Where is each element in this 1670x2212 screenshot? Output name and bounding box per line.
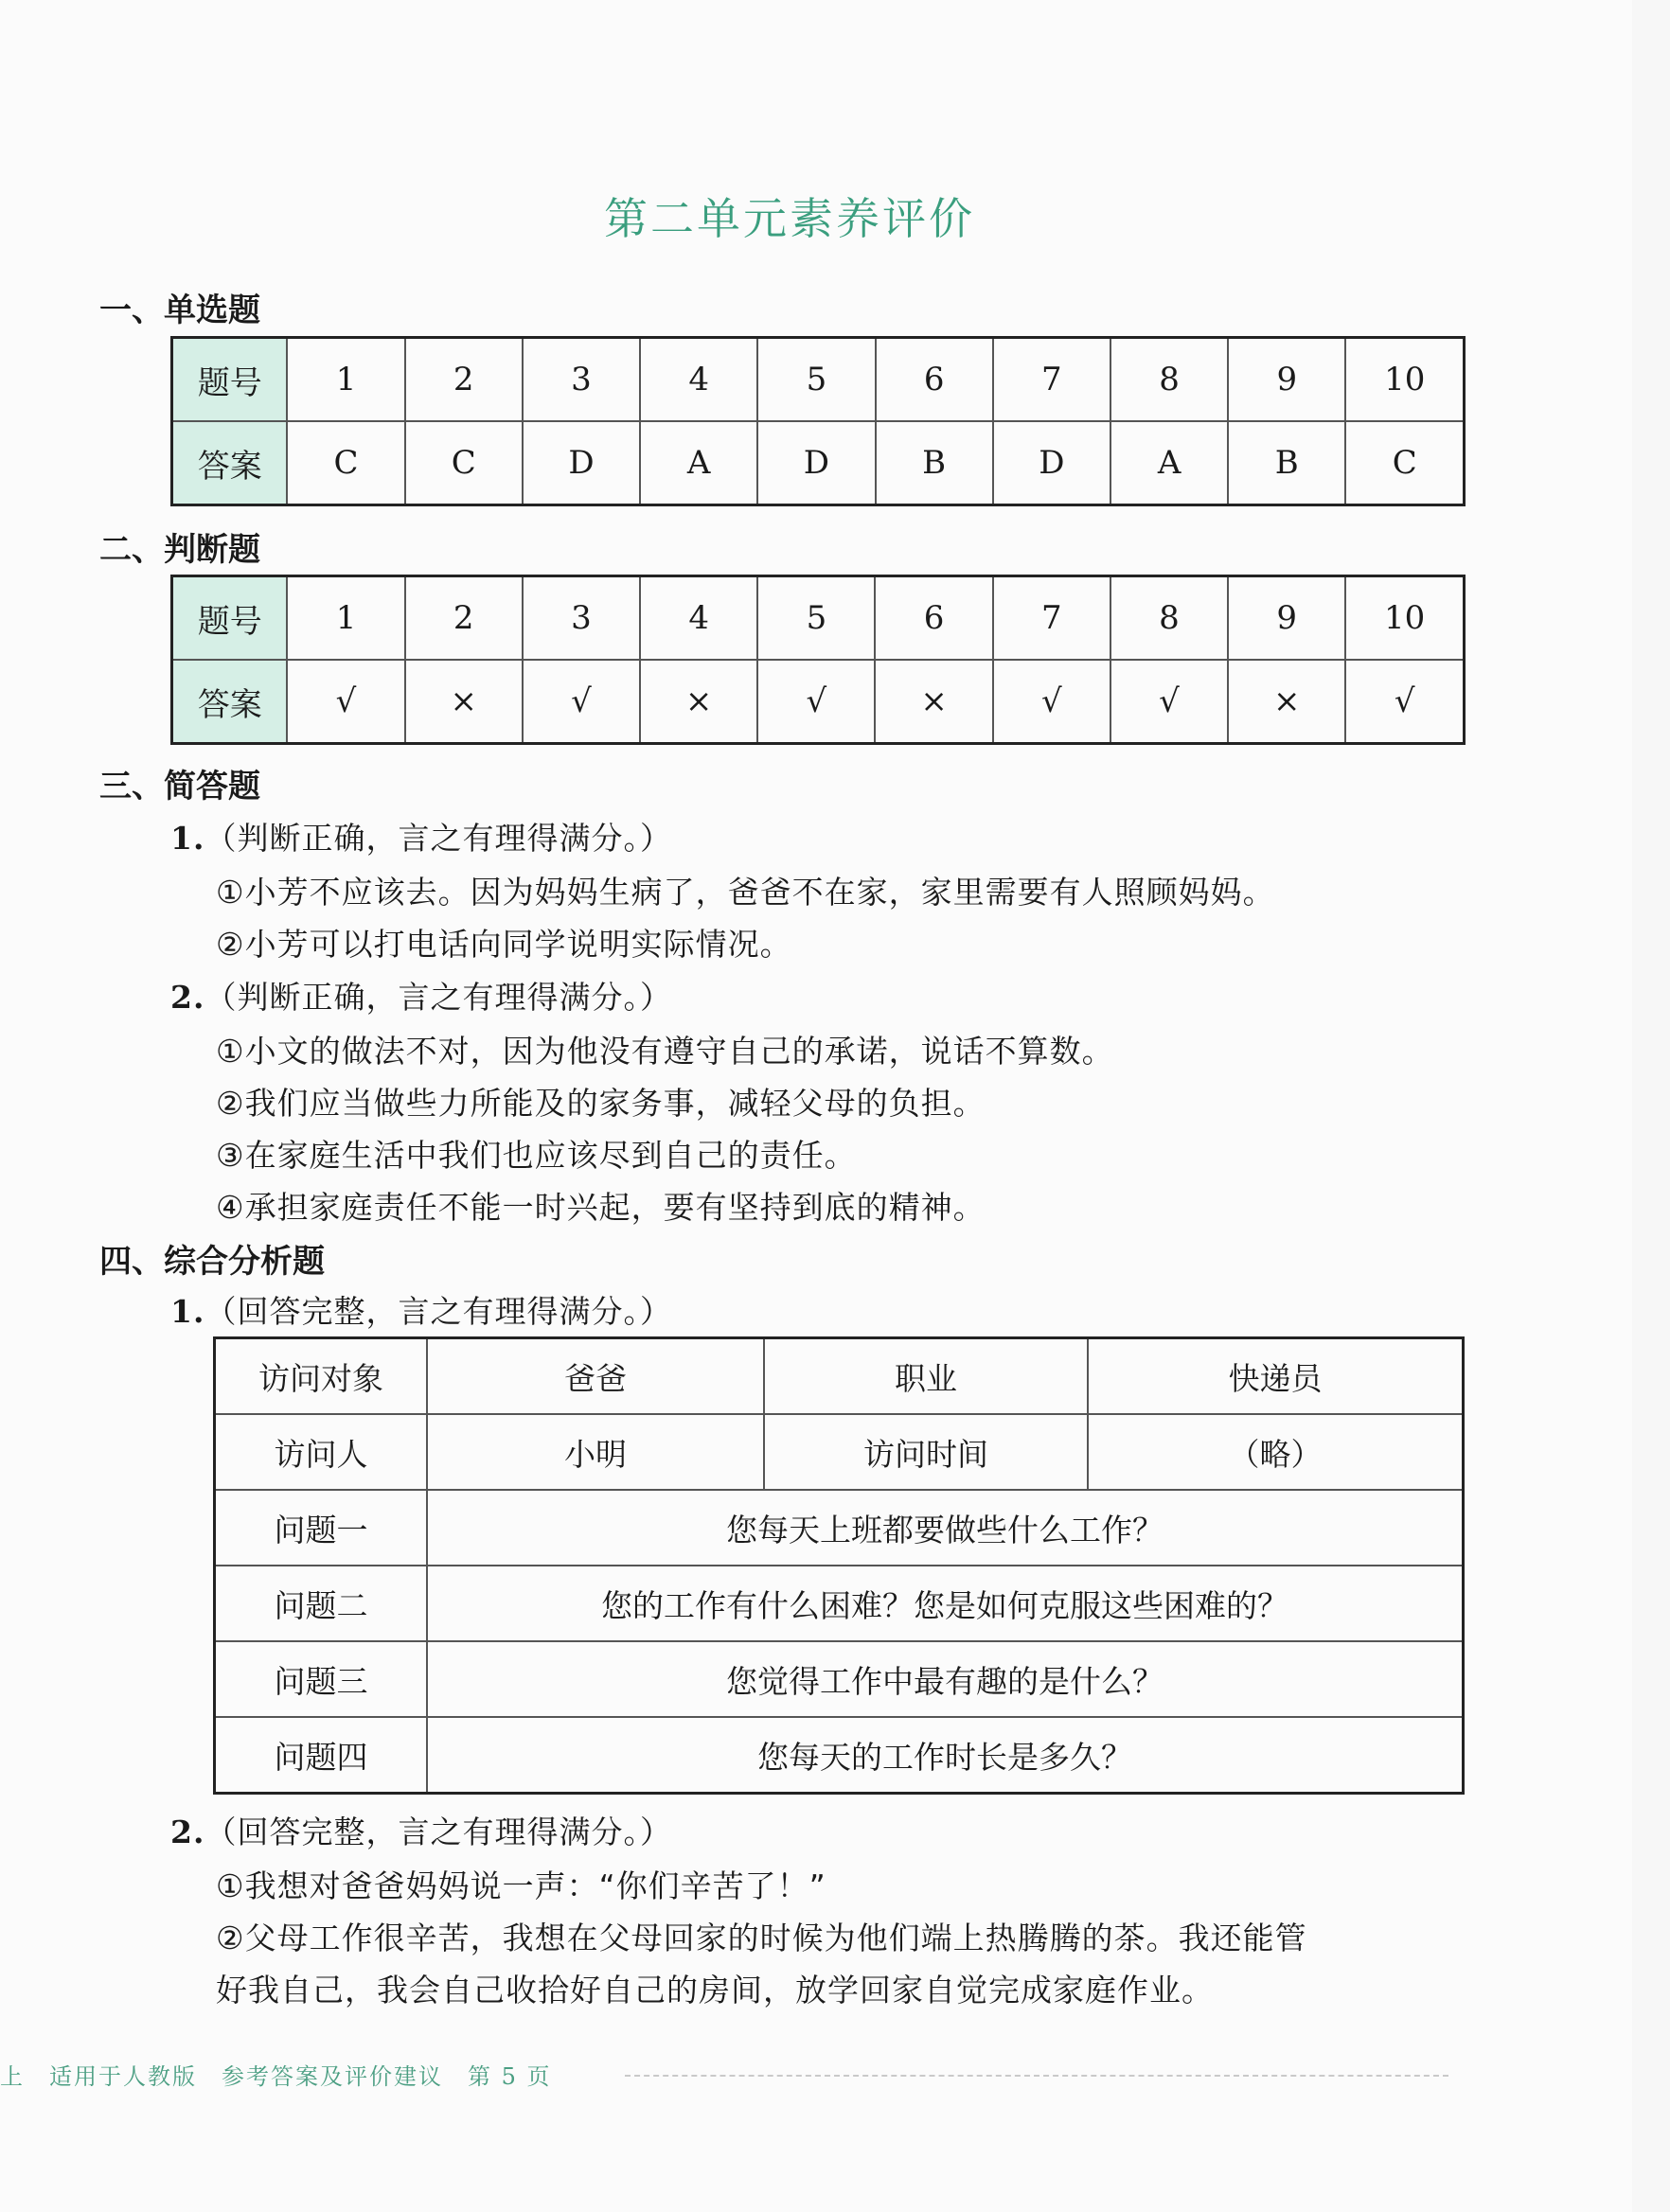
answer-cell: B [876,421,993,505]
question-number: 2 [405,338,523,422]
question-number: 3 [523,338,640,422]
answer-line: ②小芳可以打电话向同学说明实际情况。 [216,926,792,963]
scoring-note: （判断正确，言之有理得满分。） [204,820,672,857]
question-number: 5 [757,576,875,661]
table-row [215,1490,1464,1566]
section-heading-single-choice: 一、单选题 [99,292,260,329]
question-number: 6 [875,576,992,661]
question-label: 问题二 [215,1566,428,1641]
answer-line: ②我们应当做些力所能及的家务事，减轻父母的负担。 [216,1085,986,1122]
section-heading-true-false: 二、判断题 [99,531,260,569]
cell-label: 访问人 [215,1414,428,1490]
question-label: 问题一 [215,1490,428,1566]
answer-line: ③在家庭生活中我们也应该尽到自己的责任。 [216,1137,857,1174]
scoring-note: （回答完整，言之有理得满分。） [204,1293,672,1330]
question-number: 1 [287,338,404,422]
question-number: 1. [170,820,205,857]
check-mark-answer: √ [287,660,404,744]
question-number: 5 [757,338,875,422]
question-number: 9 [1228,576,1345,661]
question-number: 8 [1110,338,1228,422]
question-number: 7 [993,576,1110,661]
answer-cell: D [757,421,875,505]
table-row [172,660,1465,744]
check-mark-answer: √ [757,660,875,744]
table-row [215,1414,1464,1490]
answer-line: 好我自己，我会自己收拾好自己的房间，放学回家自觉完成家庭作业。 [216,1972,1214,2008]
answer-line: ①我想对爸爸妈妈说一声：“你们辛苦了！” [216,1867,826,1904]
table-row [215,1641,1464,1717]
answer-cell: A [1110,421,1228,505]
section-heading-comprehensive: 四、综合分析题 [99,1243,325,1281]
question-note [170,814,672,858]
question-note [170,1808,672,1852]
table-row [215,1717,1464,1794]
cell-value: 小明 [427,1414,764,1490]
question-number: 4 [640,576,757,661]
table-row [215,1566,1464,1641]
cross-mark-answer: × [640,660,757,744]
page-title: 第二单元素养评价 [604,193,975,244]
cell-label: 职业 [764,1338,1088,1415]
question-number: 2. [170,979,205,1016]
cell-label: 访问对象 [215,1338,428,1415]
row-label-answer: 答案 [172,421,288,505]
table-row [172,576,1465,661]
table-row [215,1338,1464,1415]
check-mark-answer: √ [523,660,640,744]
cross-mark-answer: × [1228,660,1345,744]
question-label: 问题四 [215,1717,428,1794]
question-number: 1 [287,576,404,661]
answer-line: ④承担家庭责任不能一时兴起，要有坚持到底的精神。 [216,1189,986,1226]
check-mark-answer: √ [993,660,1110,744]
question-number: 10 [1345,338,1464,422]
question-number: 2. [170,1814,205,1850]
question-number: 1. [170,1293,205,1330]
cross-mark-answer: × [405,660,523,744]
question-label: 问题三 [215,1641,428,1717]
answer-line: ①小芳不应该去。因为妈妈生病了，爸爸不在家，家里需要有人照顾妈妈。 [216,874,1275,911]
true-false-answer-table [170,575,1466,745]
check-mark-answer: √ [1345,660,1464,744]
question-number: 10 [1345,576,1464,661]
cell-label: 访问时间 [764,1414,1088,1490]
answer-cell: D [523,421,640,505]
interview-table [213,1336,1465,1795]
answer-cell: C [405,421,523,505]
row-label-number: 题号 [172,576,288,661]
question-number: 9 [1228,338,1345,422]
cell-value: 快递员 [1088,1338,1464,1415]
question-number: 2 [405,576,523,661]
question-number: 7 [993,338,1110,422]
row-label-answer: 答案 [172,660,288,744]
cell-value: （略） [1088,1414,1464,1490]
single-choice-answer-table [170,336,1466,506]
answer-line: ②父母工作很辛苦，我想在父母回家的时候为他们端上热腾腾的茶。我还能管 [216,1920,1307,1956]
table-row [172,338,1465,422]
footer-divider [625,2075,1448,2077]
answer-cell: C [287,421,404,505]
question-number: 3 [523,576,640,661]
section-heading-short-answer: 三、简答题 [99,768,260,805]
question-text: 您每天上班都要做些什么工作？ [427,1490,1464,1566]
question-text: 您的工作有什么困难？您是如何克服这些困难的？ [427,1566,1464,1641]
question-text: 您每天的工作时长是多久？ [427,1717,1464,1794]
check-mark-answer: √ [1110,660,1228,744]
answer-cell: D [993,421,1110,505]
answer-cell: A [640,421,757,505]
question-number: 8 [1110,576,1228,661]
question-number: 6 [876,338,993,422]
question-text: 您觉得工作中最有趣的是什么？ [427,1641,1464,1717]
answer-line: ①小文的做法不对，因为他没有遵守自己的承诺，说话不算数。 [216,1033,1114,1070]
scoring-note: （回答完整，言之有理得满分。） [204,1814,672,1850]
question-note [170,973,672,1018]
answer-cell: C [1345,421,1464,505]
table-row [172,421,1465,505]
row-label-number: 题号 [172,338,288,422]
scoring-note: （判断正确，言之有理得满分。） [204,979,672,1016]
answer-cell: B [1228,421,1345,505]
cross-mark-answer: × [875,660,992,744]
cell-value: 爸爸 [427,1338,764,1415]
question-note [170,1287,672,1332]
page-footer: 上 适用于人教版 参考答案及评价建议 第 5 页 [0,2063,552,2090]
question-number: 4 [640,338,757,422]
